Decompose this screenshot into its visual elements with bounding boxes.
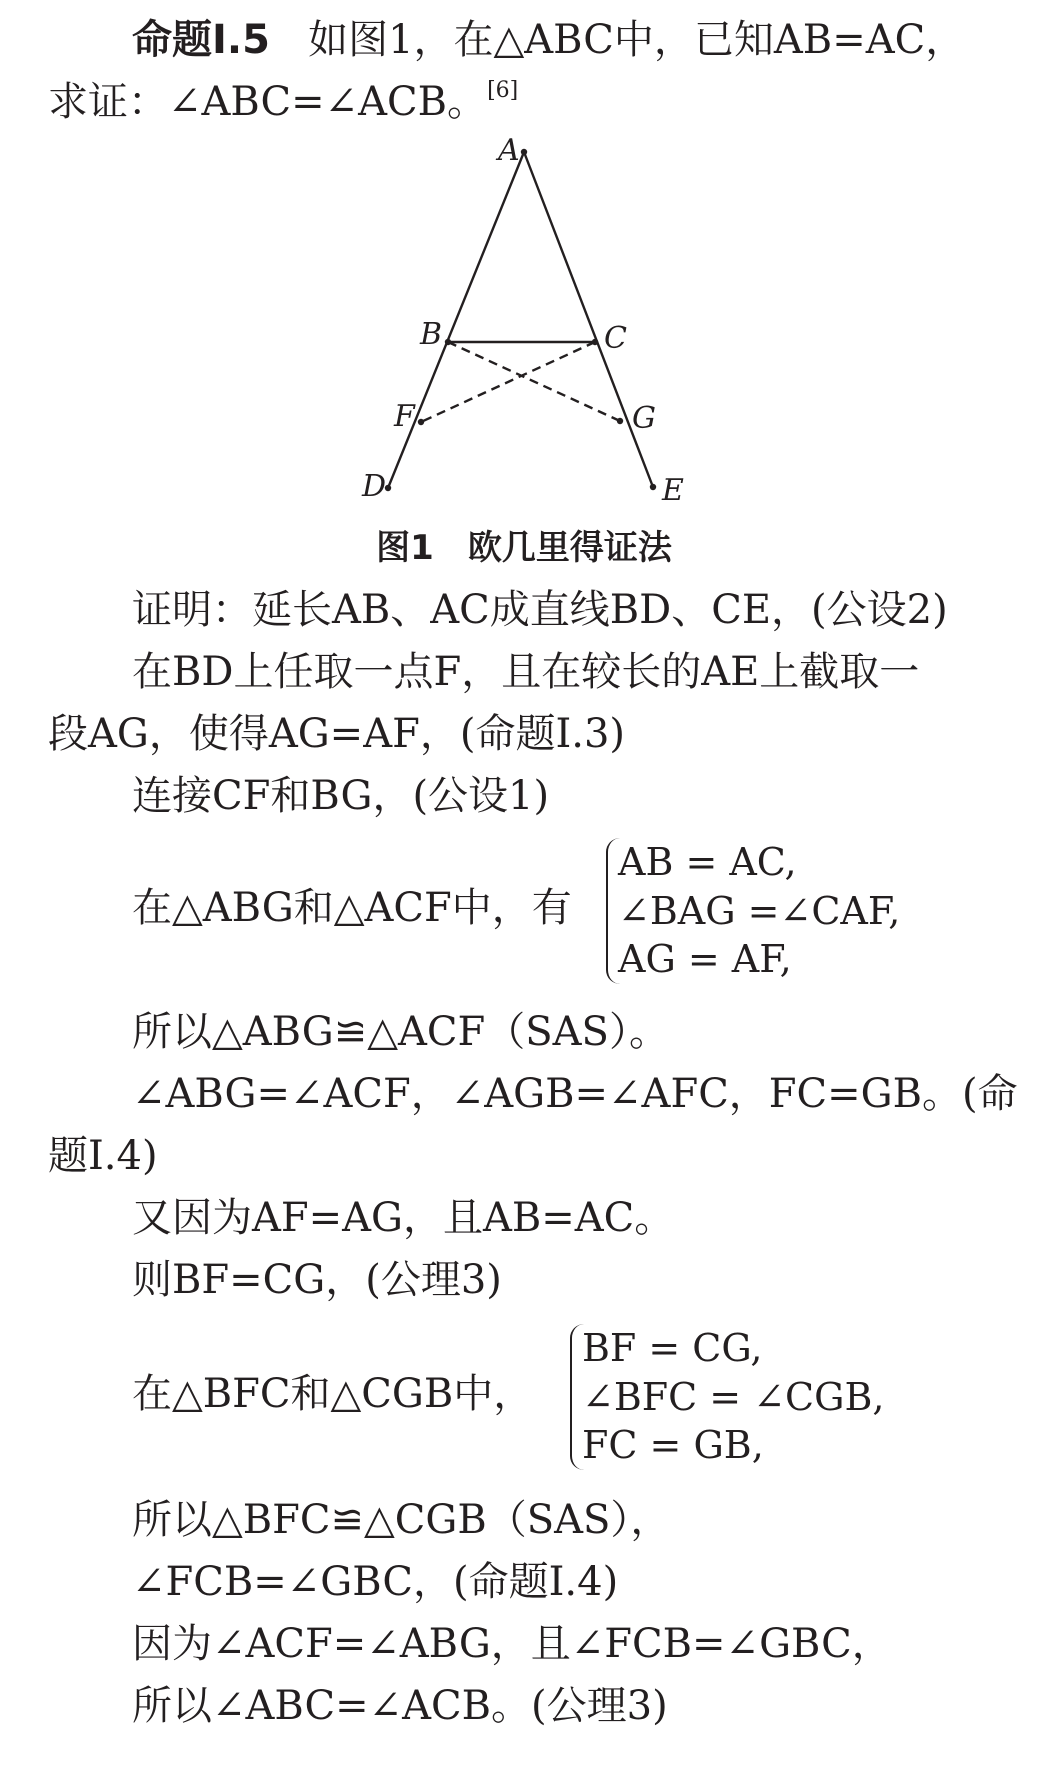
equation-system-2 — [570, 1324, 884, 1470]
point-G-dot — [617, 418, 623, 424]
proof-step-2a: 在BD上任取一点F，且在较长的AE上截取一 — [132, 649, 920, 695]
point-B-dot — [445, 339, 451, 345]
system2-line-3: FC = GB, — [582, 1423, 764, 1468]
proof-step-12: 因为∠ACF=∠ABG，且∠FCB=∠GBC， — [132, 1621, 892, 1667]
figure-caption: 图1 欧几里得证法 — [376, 528, 672, 568]
proof-step-10: 所以△BFC≌△CGB（SAS）， — [132, 1497, 671, 1543]
label-E: E — [662, 473, 684, 508]
proof-step-6b: 题I.4) — [48, 1133, 158, 1179]
system2-line-2: ∠BFC = ∠CGB, — [582, 1374, 885, 1419]
segment-BG-dashed — [448, 342, 620, 421]
system1-line-1: AB = AC, — [618, 840, 797, 884]
proof-step-4-prefix: 在△ABG和△ACF中，有 — [132, 885, 572, 931]
point-A-dot — [521, 149, 527, 155]
label-G: G — [632, 401, 656, 436]
prove-text: 求证：∠ABC=∠ACB。 — [48, 79, 488, 125]
proposition-statement — [132, 17, 966, 63]
system2-line-1: BF = CG, — [582, 1326, 763, 1370]
label-F: F — [394, 399, 415, 434]
prove-statement — [48, 78, 519, 125]
segment-AE — [524, 152, 653, 487]
proposition-label: 命题I.5 — [132, 17, 270, 63]
point-F-dot — [418, 419, 424, 425]
proof-step-11: ∠FCB=∠GBC，(命题I.4) — [132, 1559, 619, 1605]
label-D: D — [362, 469, 387, 504]
proof-step-6a: ∠ABG=∠ACF，∠AGB=∠AFC，FC=GB。(命 — [132, 1071, 1018, 1117]
proof-step-13: 所以∠ABC=∠ACB。(公理3) — [132, 1683, 668, 1729]
proof-step-5: 所以△ABG≌△ACF（SAS）。 — [132, 1009, 669, 1055]
point-C-dot — [592, 339, 598, 345]
geometry-figure — [340, 130, 700, 510]
label-B: B — [420, 317, 443, 352]
citation: [6] — [487, 78, 519, 103]
equation-system-1 — [606, 838, 900, 984]
segment-CF-dashed — [421, 342, 595, 422]
proof-step-1: 证明：延长AB、AC成直线BD、CE，(公设2) — [132, 587, 948, 633]
label-A: A — [498, 133, 520, 168]
label-C: C — [604, 321, 627, 356]
proof-step-2b: 段AG，使得AG=AF，(命题I.3) — [48, 711, 626, 757]
system1-line-3: AG = AF, — [618, 937, 792, 982]
point-E-dot — [650, 484, 656, 490]
proposition-text: 如图1，在△ABC中，已知AB=AC， — [308, 17, 966, 63]
proof-step-3: 连接CF和BG，(公设1) — [132, 773, 550, 819]
system1-line-2: ∠BAG =∠CAF, — [618, 888, 901, 933]
proof-step-8: 则BF=CG，(公理3) — [132, 1257, 502, 1303]
proof-step-9-prefix: 在△BFC和△CGB中， — [132, 1371, 534, 1417]
segment-AD — [388, 152, 524, 488]
proof-step-7: 又因为AF=AG，且AB=AC。 — [132, 1195, 675, 1241]
